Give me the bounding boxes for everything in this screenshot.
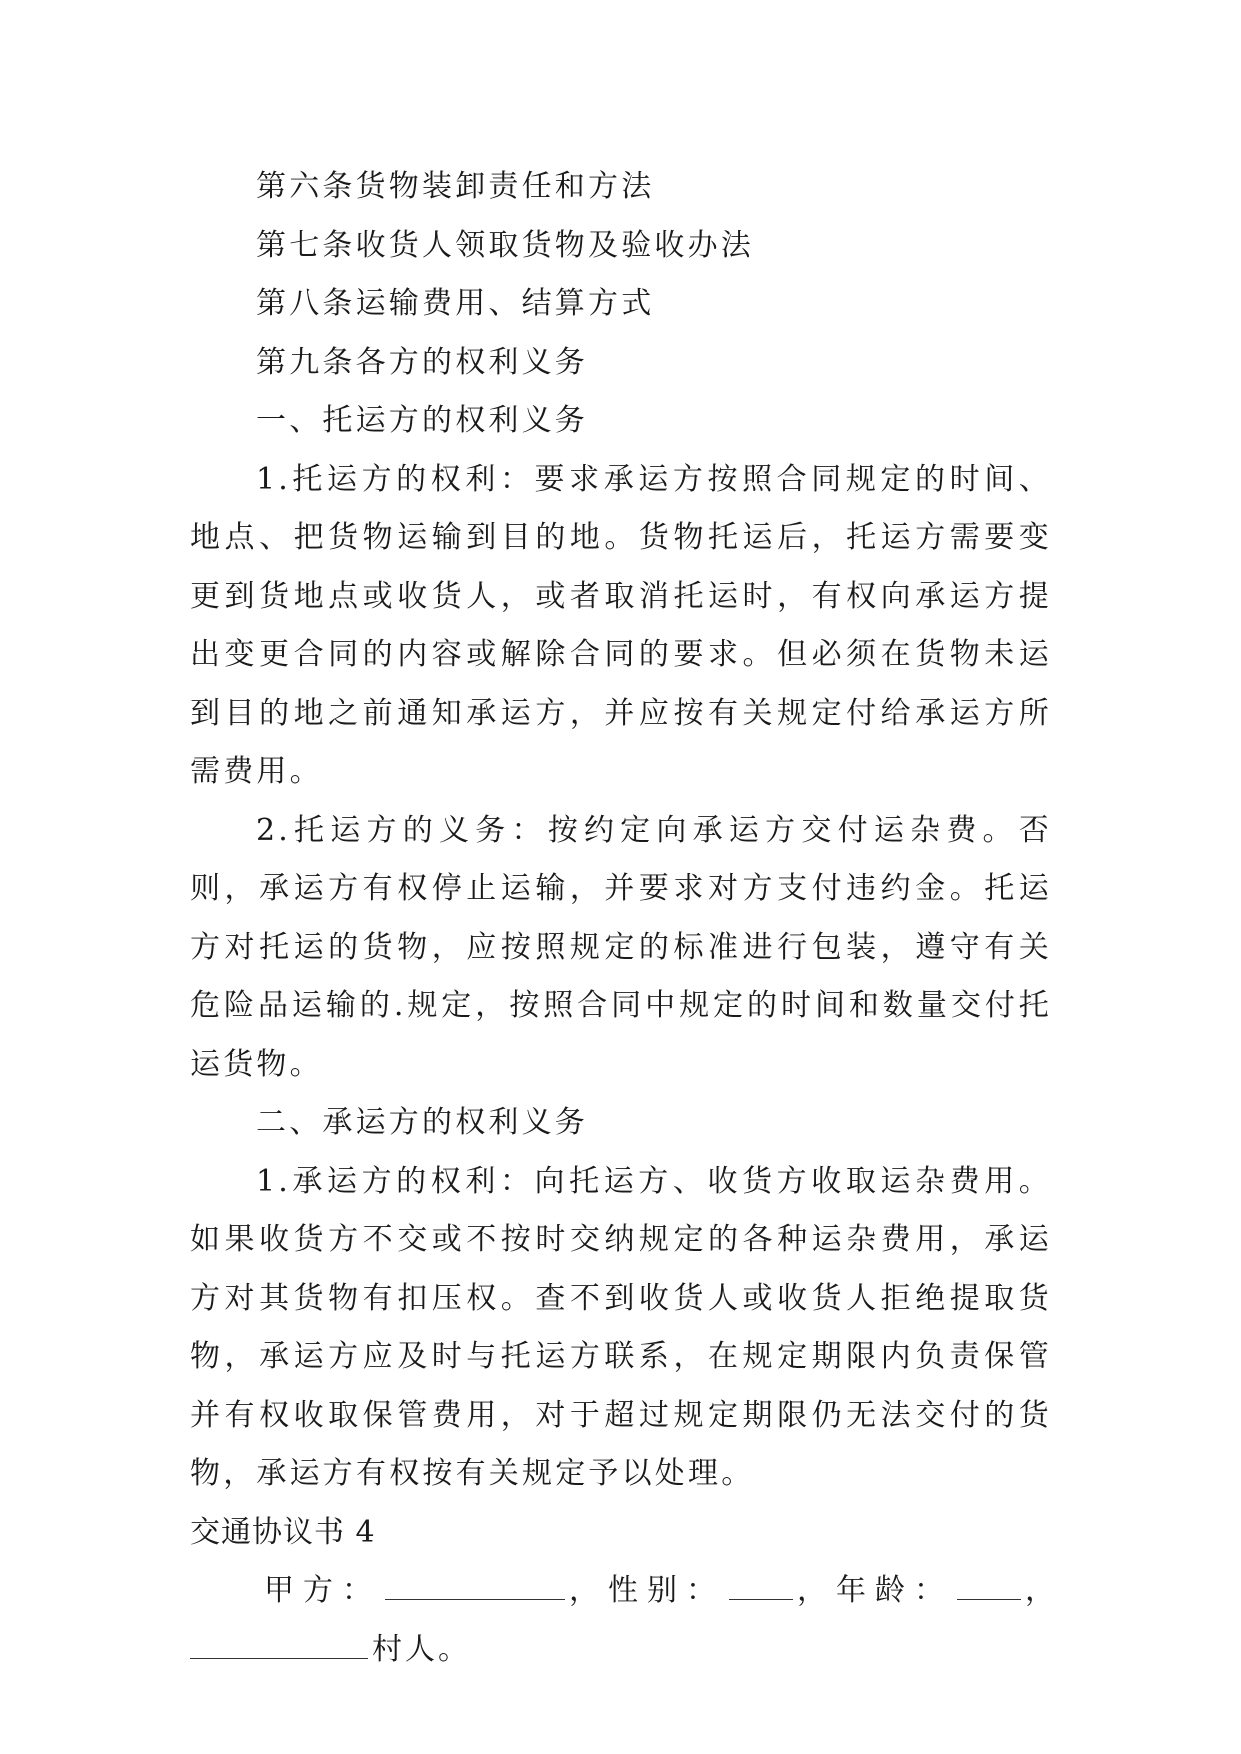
document-body xyxy=(190,158,1064,1679)
article-six: 第六条货物装卸责任和方法 xyxy=(256,169,655,204)
article-eight: 第八条运输费用、结算方式 xyxy=(256,286,655,321)
section-two-title: 二、承运方的权利义务 xyxy=(256,1105,588,1140)
age-blank xyxy=(957,1577,1021,1600)
village-suffix: 村人。 xyxy=(372,1631,471,1667)
gender-blank xyxy=(729,1577,793,1600)
comma-2: ， xyxy=(797,1573,836,1608)
section-one-paragraph-1: 1.托运方的权利：要求承运方按照合同规定的时间、地点、把货物运输到目的地。货物托运后，托运方需要变更到货地点或收货人，或者取消托运时，有权向承运方提出变更合同的内容或解除合同的要求。但必须在货物未运到目的地之前通知承运方，并应按有关规定付给承运方所需费用。 xyxy=(190,461,1052,789)
article-nine: 第九条各方的权利义务 xyxy=(256,344,588,380)
article-seven: 第七条收货人领取货物及验收办法 xyxy=(256,227,754,263)
section-two-paragraph-1: 1.承运方的权利：向托运方、收货方收取运杂费用。如果收货方不交或不按时交纳规定的各种运杂费用，承运方对其货物有扣压权。查不到收货人或收货人拒绝提取货物，承运方应及时与托运方联系，在规定期限内负责保管并有权收取保管费用，对于超过规定期限仍无法交付的货物，承运方有权按有关规定予以处理。 xyxy=(190,1163,1052,1491)
village-line xyxy=(190,1621,1052,1680)
age-label: 年龄： xyxy=(836,1573,953,1608)
section-one-title: 一、托运方的权利义务 xyxy=(256,403,588,438)
section-one-paragraph-2: 2.托运方的义务：按约定向承运方交付运杂费。否则，承运方有权停止运输，并要求对方支付违约金。托运方对托运的货物，应按照规定的标准进行包装，遵守有关危险品运输的.规定，按照合同中规定的时间和数量交付托运货物。 xyxy=(190,812,1052,1082)
next-document-title: 交通协议书 4 xyxy=(190,1514,376,1550)
village-blank xyxy=(190,1636,368,1659)
comma-1: ， xyxy=(569,1573,608,1608)
comma-3: ， xyxy=(1025,1573,1064,1608)
party-a-name-blank xyxy=(385,1577,565,1600)
party-a-label: 甲方： xyxy=(264,1573,381,1608)
gender-label: 性别： xyxy=(608,1573,725,1608)
party-a-line xyxy=(190,1562,1064,1621)
